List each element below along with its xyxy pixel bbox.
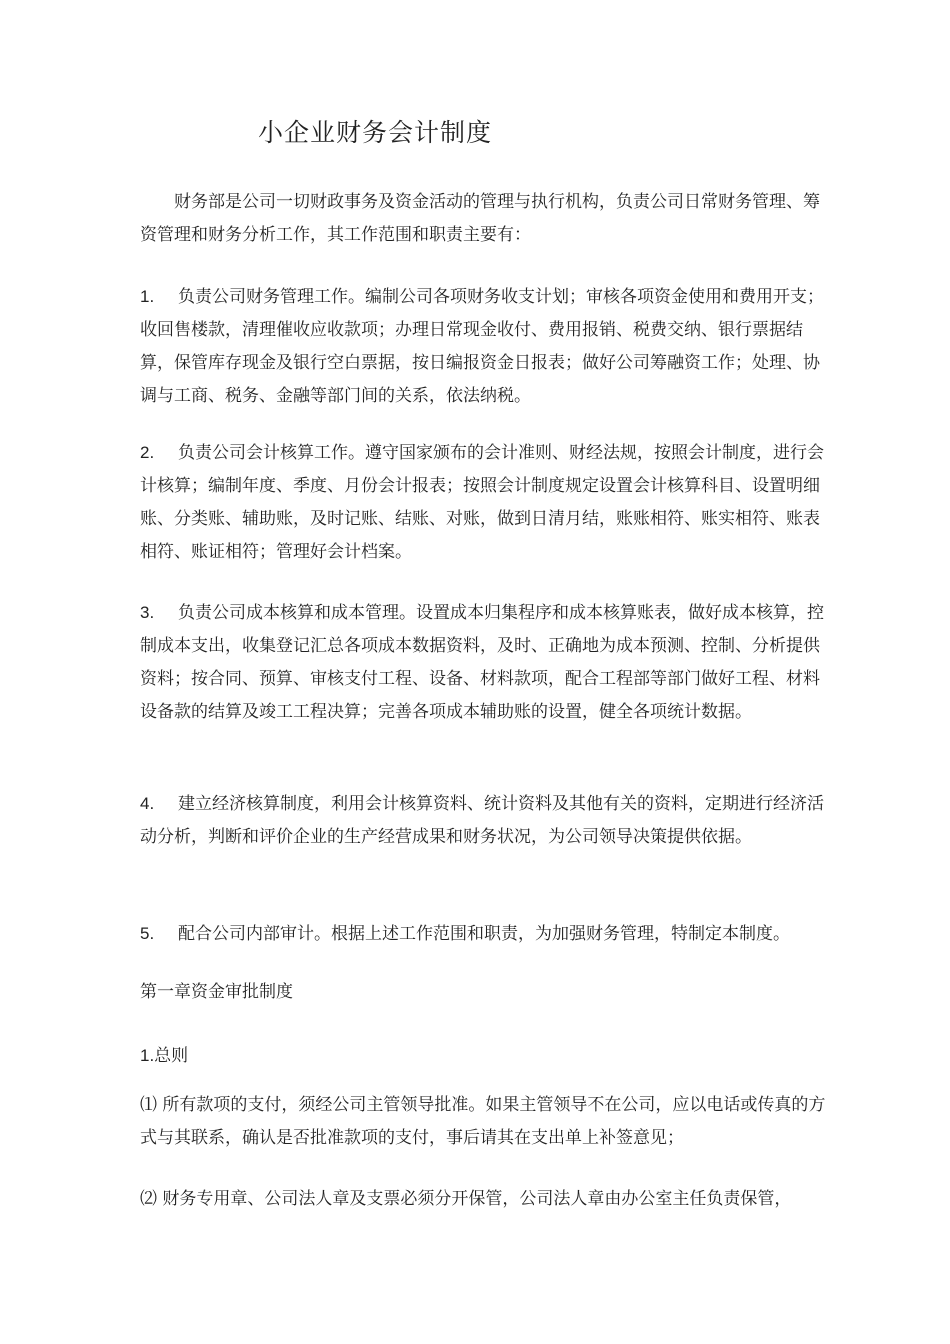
intro-paragraph: 财务部是公司一切财政事务及资金活动的管理与执行机构，负责公司日常财务管理、筹资管理和财务分析工作，其工作范围和职责主要有：	[140, 192, 820, 245]
section-heading: 1.总则	[140, 1046, 189, 1065]
list-item-number: 2.	[140, 443, 155, 462]
list-item	[140, 280, 830, 413]
list-item-text: 配合公司内部审计。根据上述工作范围和职责，为加强财务管理，特制定本制度。	[178, 924, 790, 944]
list-item-number: 5.	[140, 924, 155, 943]
list-item	[140, 787, 830, 854]
list-item	[140, 917, 840, 951]
list-item-text: 负责公司会计核算工作。遵守国家颁布的会计准则、财经法规，按照会计制度，进行会计核算；编制年度、季度、月份会计报表；按照会计制度规定设置会计核算科目、设置明细账、分类账、辅助账，及时记账、结账、对账，做到日清月结，账账相符、账实相符、账表相符、账证相符；管理好会计档案。	[140, 443, 824, 562]
list-item-number: 3.	[140, 603, 155, 622]
list-item-number: 1.	[140, 287, 155, 306]
clause-paragraph: ⑴ 所有款项的支付，须经公司主管领导批准。如果主管领导不在公司，应以电话或传真的方式与其联系，确认是否批准款项的支付，事后请其在支出单上补签意见；	[140, 1095, 826, 1148]
document-title: 小企业财务会计制度	[258, 118, 493, 147]
list-item-number: 4.	[140, 794, 155, 813]
clause-paragraph: ⑵ 财务专用章、公司法人章及支票必须分开保管，公司法人章由办公室主任负责保管，	[140, 1189, 792, 1209]
list-item-text: 负责公司成本核算和成本管理。设置成本归集程序和成本核算账表，做好成本核算，控制成本支出，收集登记汇总各项成本数据资料，及时、正确地为成本预测、控制、分析提供资料；按合同、预算、审核支付工程、设备、材料款项，配合工程部等部门做好工程、材料设备款的结算及竣工工程决算；完善各项成本辅助账的设置，健全各项统计数据。	[140, 603, 824, 722]
list-item-text: 建立经济核算制度，利用会计核算资料、统计资料及其他有关的资料，定期进行经济活动分析，判断和评价企业的生产经营成果和财务状况，为公司领导决策提供依据。	[140, 794, 824, 847]
chapter-heading: 第一章资金审批制度	[140, 982, 293, 1002]
list-item	[140, 596, 830, 729]
list-item-text: 负责公司财务管理工作。编制公司各项财务收支计划；审核各项资金使用和费用开支；收回售楼款，清理催收应收款项；办理日常现金收付、费用报销、税费交纳、银行票据结算，保管库存现金及银行空白票据，按日编报资金日报表；做好公司筹融资工作；处理、协调与工商、税务、金融等部门间的关系，依法纳税。	[140, 287, 824, 406]
list-item	[140, 436, 830, 569]
